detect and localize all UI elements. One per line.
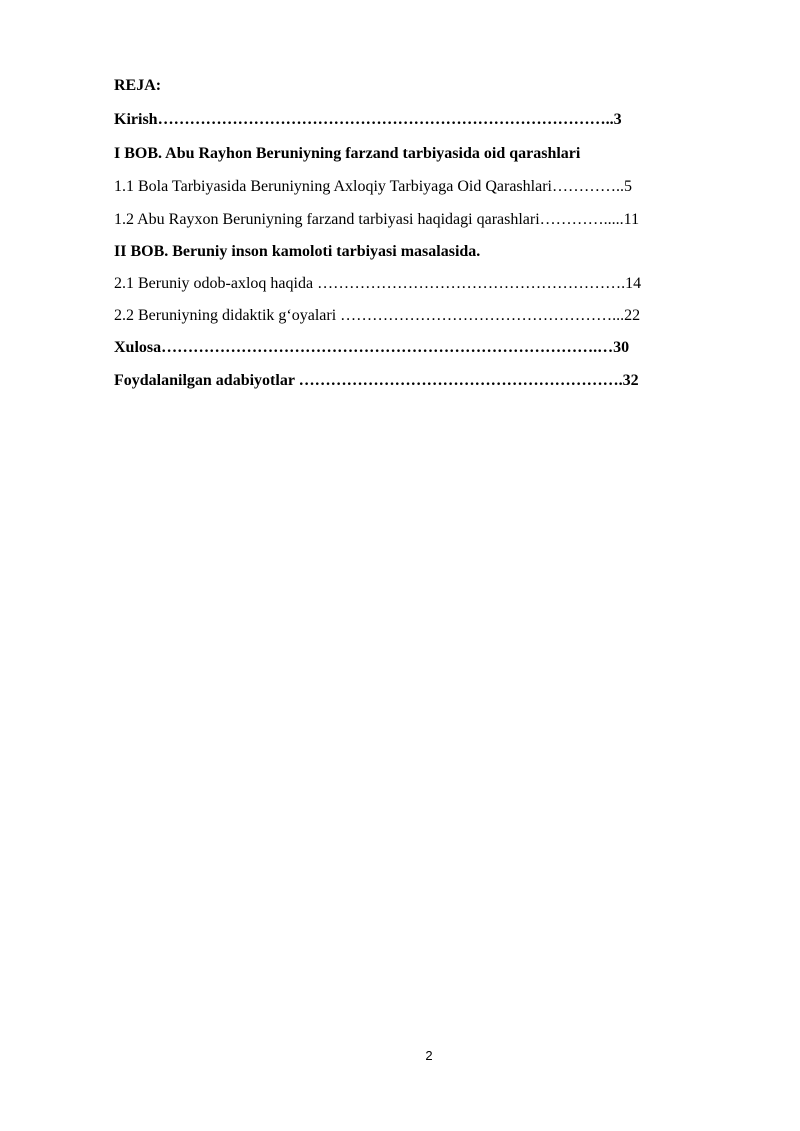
toc-entry-introduction: Kirish…………………………………………………………………………..3: [114, 111, 622, 128]
toc-entry-conclusion: Xulosa……………………………………………………………………….…30: [114, 339, 630, 356]
toc-entry-section-2-2: 2.2 Beruniyning didaktik g‘oyalari ……………………………………………...22: [114, 307, 641, 324]
toc-entry-section-2-1: 2.1 Beruniy odob-axloq haqida ………………………………………………….14: [114, 275, 642, 292]
toc-heading: REJA:: [114, 77, 162, 94]
toc-entry-chapter-1: I BOB. Abu Rayhon Beruniyning farzand tarbiyasida oid qarashlari: [114, 145, 581, 162]
page-number: 2: [425, 1048, 433, 1063]
toc-entry-references: Foydalanilgan adabiyotlar …………………………………………………….32: [114, 372, 639, 389]
toc-entry-section-1-1: 1.1 Bola Tarbiyasida Beruniyning Axloqiy Tarbiyaga Oid Qarashlari…………..5: [114, 178, 632, 195]
toc-entry-chapter-2: II BOB. Beruniy inson kamoloti tarbiyasi masalasida.: [114, 243, 481, 260]
toc-entry-section-1-2: 1.2 Abu Rayxon Beruniyning farzand tarbiyasi haqidagi qarashlari………….....11: [114, 211, 640, 228]
